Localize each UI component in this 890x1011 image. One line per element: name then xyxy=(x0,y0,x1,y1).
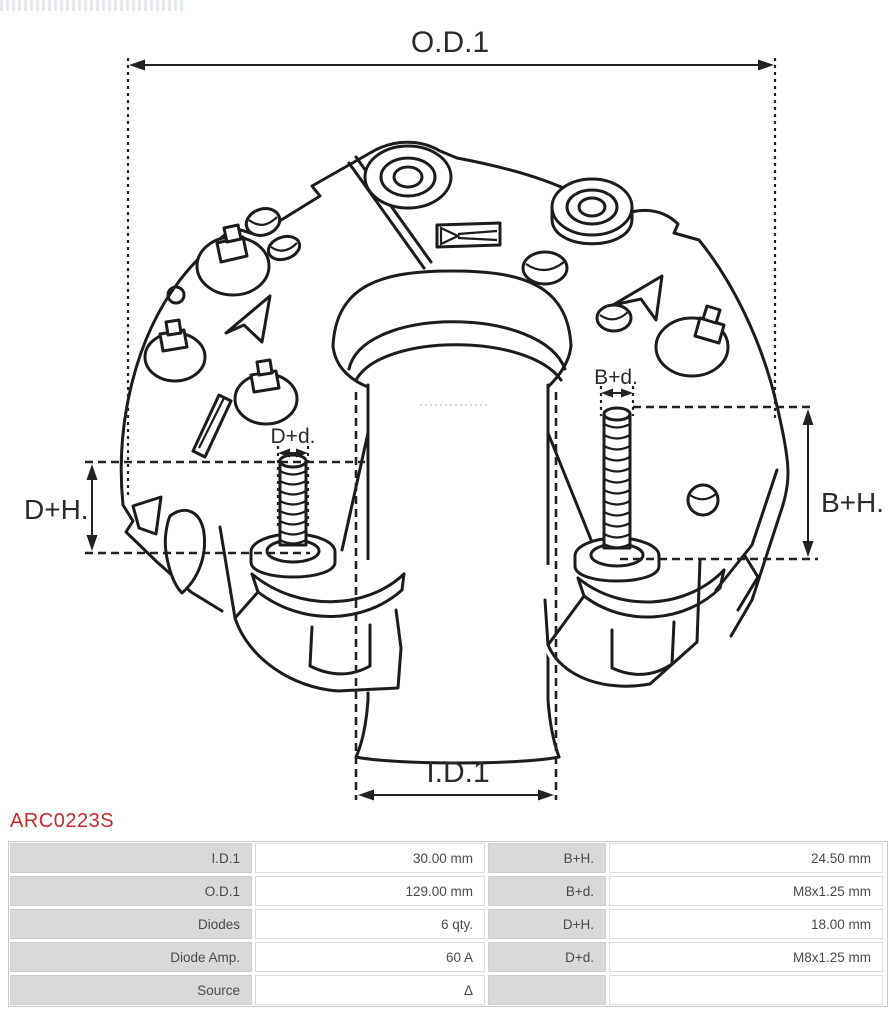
spec-label: D+d. xyxy=(488,942,606,972)
spec-label: I.D.1 xyxy=(10,843,252,873)
stud-right xyxy=(575,408,659,581)
dim-dd-label: D+d. xyxy=(270,425,316,448)
spec-label: Diode Amp. xyxy=(10,942,252,972)
spec-value xyxy=(609,975,883,1005)
spec-label: O.D.1 xyxy=(10,876,252,906)
spec-value: M8x1.25 mm xyxy=(609,876,883,906)
slotted-hole xyxy=(265,233,302,264)
diode xyxy=(235,360,297,424)
mount-boss-left xyxy=(365,146,451,208)
diode xyxy=(145,320,205,381)
diode xyxy=(656,306,728,376)
spec-label: Source xyxy=(10,975,252,1005)
spec-table xyxy=(8,841,888,1007)
mount-boss-right xyxy=(552,179,632,244)
spec-value: M8x1.25 mm xyxy=(609,942,883,972)
dim-od1-label: O.D.1 xyxy=(410,26,490,59)
slanted-slot xyxy=(193,395,231,457)
terminal-slot xyxy=(437,223,500,247)
slotted-hole xyxy=(523,252,567,284)
spec-label: D+H. xyxy=(488,909,606,939)
dim-bh-label: B+H. xyxy=(821,487,885,518)
spec-value: 24.50 mm xyxy=(609,843,883,873)
arrow-mark xyxy=(226,296,270,342)
dim-bh xyxy=(620,407,884,559)
spec-label: B+d. xyxy=(488,876,606,906)
spec-value: 60 A xyxy=(255,942,485,972)
slotted-hole xyxy=(688,485,718,515)
spec-value: 30.00 mm xyxy=(255,843,485,873)
stud-left xyxy=(251,455,335,577)
dim-id1-label: I.D.1 xyxy=(426,756,490,789)
spec-value: 6 qty. xyxy=(255,909,485,939)
spec-label: B+H. xyxy=(488,843,606,873)
spec-label: Diodes xyxy=(10,909,252,939)
slotted-hole xyxy=(597,305,631,331)
dim-dh-label: D+H. xyxy=(24,494,89,525)
slotted-hole xyxy=(243,204,283,239)
part-number: ARC0223S xyxy=(10,810,115,832)
spec-value: 18.00 mm xyxy=(609,909,883,939)
dim-bd-label: B+d. xyxy=(594,366,638,389)
spec-value: 129.00 mm xyxy=(255,876,485,906)
spec-label xyxy=(488,975,606,1005)
spec-value: Δ xyxy=(255,975,485,1005)
